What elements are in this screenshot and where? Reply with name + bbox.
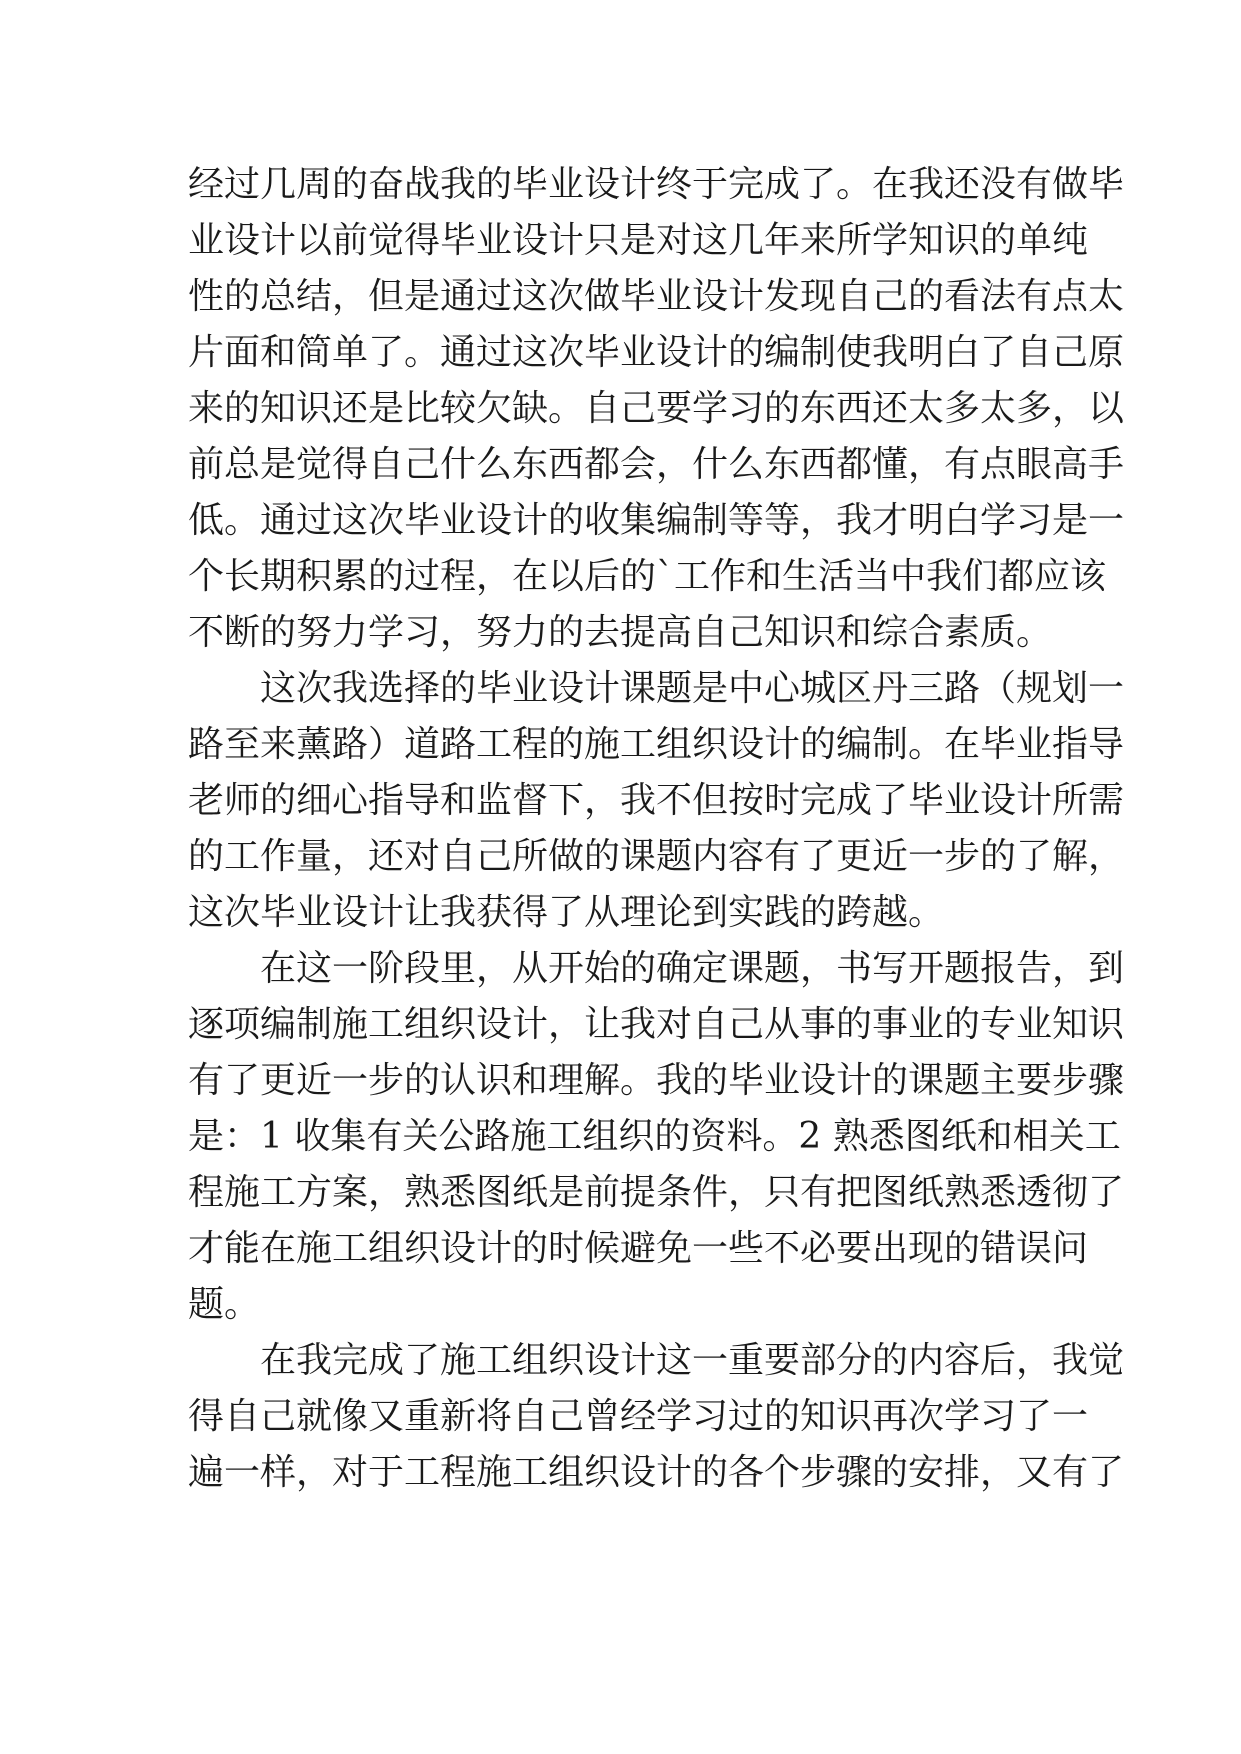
paragraph-first-line: 在我完成了施工组织设计这一重要部分的内容后，我觉 — [260, 1340, 1125, 1381]
text-line: 个长期积累的过程，在以后的`工作和生活当中我们都应该 — [188, 556, 1107, 597]
text-line: 低。通过这次毕业设计的收集编制等等，我才明白学习是一 — [188, 500, 1125, 541]
text-line: 才能在施工组织设计的时候避免一些不必要出现的错误问 — [188, 1228, 1089, 1269]
text-line: 遍一样，对于工程施工组织设计的各个步骤的安排，又有了 — [188, 1452, 1125, 1493]
text-line: 逐项编制施工组织设计，让我对自己从事的事业的专业知识 — [188, 1004, 1125, 1045]
text-line: 片面和简单了。通过这次毕业设计的编制使我明白了自己原 — [188, 332, 1125, 373]
text-line: 的工作量，还对自己所做的课题内容有了更近一步的了解， — [188, 836, 1125, 877]
paragraph-first-line: 这次我选择的毕业设计课题是中心城区丹三路（规划一 — [260, 668, 1125, 709]
text-line: 题。 — [188, 1284, 261, 1325]
text-line: 业设计以前觉得毕业设计只是对这几年来所学知识的单纯 — [188, 220, 1089, 261]
text-line: 程施工方案，熟悉图纸是前提条件，只有把图纸熟悉透彻了 — [188, 1172, 1125, 1213]
text-line: 不断的努力学习，努力的去提高自己知识和综合素质。 — [188, 612, 1053, 653]
text-line: 经过几周的奋战我的毕业设计终于完成了。在我还没有做毕 — [188, 164, 1125, 205]
text-line: 来的知识还是比较欠缺。自己要学习的东西还太多太多，以 — [188, 388, 1125, 429]
text-line: 有了更近一步的认识和理解。我的毕业设计的课题主要步骤 — [188, 1060, 1125, 1101]
text-line: 得自己就像又重新将自己曾经学习过的知识再次学习了一 — [188, 1396, 1089, 1437]
text-line: 是：1 收集有关公路施工组织的资料。2 熟悉图纸和相关工 — [188, 1116, 1121, 1157]
text-line: 前总是觉得自己什么东西都会，什么东西都懂，有点眼高手 — [188, 444, 1125, 485]
text-line: 性的总结，但是通过这次做毕业设计发现自己的看法有点太 — [188, 276, 1125, 317]
text-line: 这次毕业设计让我获得了从理论到实践的跨越。 — [188, 892, 945, 933]
text-line: 路至来薰路）道路工程的施工组织设计的编制。在毕业指导 — [188, 724, 1125, 765]
text-line: 老师的细心指导和监督下，我不但按时完成了毕业设计所需 — [188, 780, 1125, 821]
paragraph-first-line: 在这一阶段里，从开始的确定课题，书写开题报告，到 — [260, 948, 1125, 989]
